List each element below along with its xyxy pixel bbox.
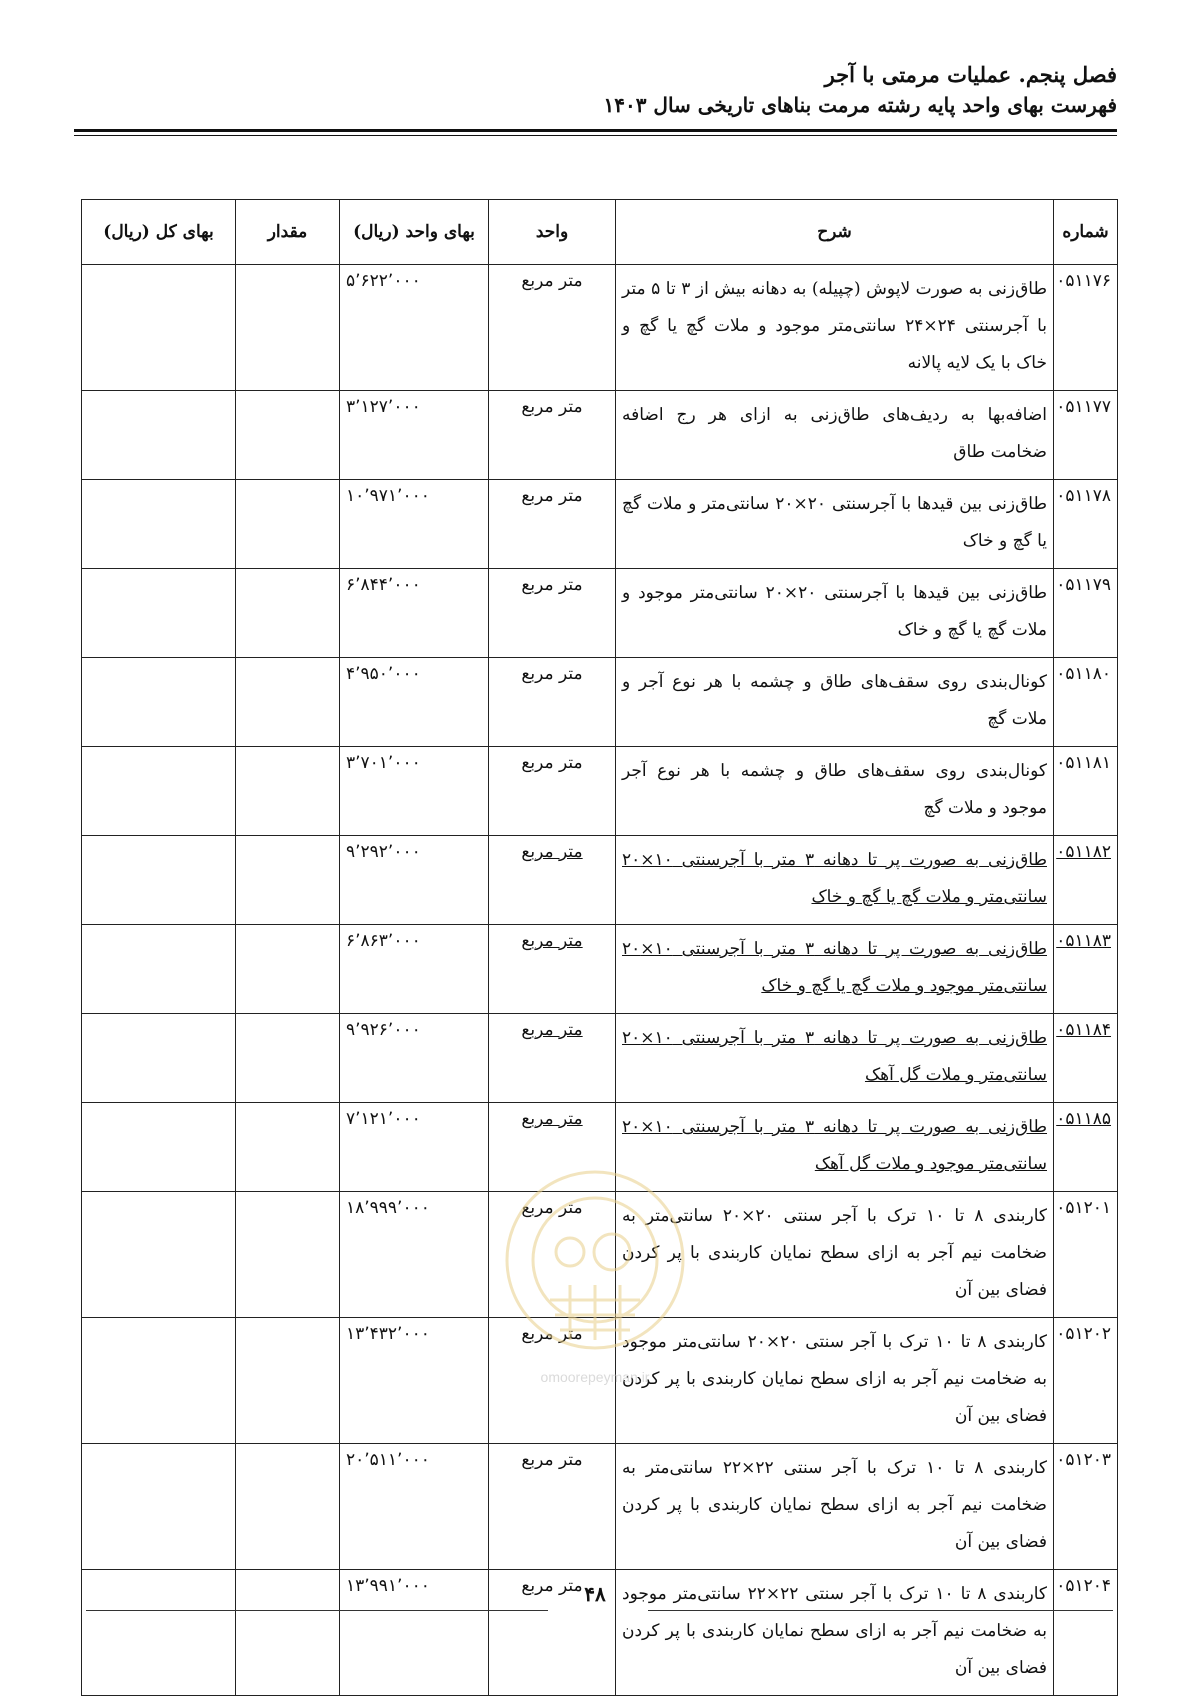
row-total-price — [82, 1103, 236, 1192]
row-quantity — [236, 480, 340, 569]
row-unit-price: ۶٬۸۴۴٬۰۰۰ — [340, 569, 489, 658]
table-row — [82, 747, 1118, 836]
row-quantity — [236, 836, 340, 925]
row-unit: متر مربع — [489, 1192, 616, 1318]
row-description: طاق‌زنی به صورت لاپوش (چپیله) به دهانه بیش از ۳ تا ۵ متر با آجرسنتی ۲۴×۲۴ سانتی‌متر موجود و ملات گچ یا گچ و خاک با یک لایه پالانه — [616, 265, 1054, 391]
header-total-price: بهای کل (ریال) — [82, 200, 236, 265]
row-unit-price: ۱۳٬۴۳۲٬۰۰۰ — [340, 1318, 489, 1444]
row-unit-price: ۹٬۲۹۲٬۰۰۰ — [340, 836, 489, 925]
row-description: کونال‌بندی روی سقف‌های طاق و چشمه با هر نوع آجر و ملات گچ — [616, 658, 1054, 747]
row-code: ۰۵۱۱۷۹ — [1054, 569, 1118, 658]
row-quantity — [236, 658, 340, 747]
header-description: شرح — [616, 200, 1054, 265]
row-code: ۰۵۱۲۰۱ — [1054, 1192, 1118, 1318]
row-total-price — [82, 1318, 236, 1444]
header-unit-price: بهای واحد (ریال) — [340, 200, 489, 265]
row-unit: متر مربع — [489, 1014, 616, 1103]
row-quantity — [236, 1014, 340, 1103]
row-unit: متر مربع — [489, 836, 616, 925]
page-number: ۴۸ — [584, 1582, 606, 1606]
row-description: کاربندی ۸ تا ۱۰ ترک با آجر سنتی ۲۰×۲۰ سانتی‌متر به ضخامت نیم آجر به ازای سطح نمایان کاربندی با پر کردن فضای بین آن — [616, 1192, 1054, 1318]
row-unit: متر مربع — [489, 265, 616, 391]
table-row — [82, 391, 1118, 480]
row-quantity — [236, 569, 340, 658]
row-unit-price: ۳٬۱۲۷٬۰۰۰ — [340, 391, 489, 480]
row-total-price — [82, 1570, 236, 1696]
row-unit-price: ۳٬۷۰۱٬۰۰۰ — [340, 747, 489, 836]
row-unit-price: ۵٬۶۲۲٬۰۰۰ — [340, 265, 489, 391]
table-row — [82, 836, 1118, 925]
row-description: طاق‌زنی به صورت پر تا دهانه ۳ متر با آجرسنتی ۱۰×۲۰ سانتی‌متر موجود و ملات گل آهک — [616, 1103, 1054, 1192]
header-code: شماره — [1054, 200, 1118, 265]
row-description: طاق‌زنی به صورت پر تا دهانه ۳ متر با آجرسنتی ۱۰×۲۰ سانتی‌متر موجود و ملات گچ یا گچ و خاک — [616, 925, 1054, 1014]
row-code: ۰۵۱۱۸۱ — [1054, 747, 1118, 836]
row-code: ۰۵۱۱۸۵ — [1054, 1103, 1118, 1192]
row-unit-price: ۲۰٬۵۱۱٬۰۰۰ — [340, 1444, 489, 1570]
row-unit-price: ۱۳٬۹۹۱٬۰۰۰ — [340, 1570, 489, 1696]
row-unit: متر مربع — [489, 1103, 616, 1192]
row-description: اضافه‌بها به ردیف‌های طاق‌زنی به ازای هر رج اضافه ضخامت طاق — [616, 391, 1054, 480]
row-total-price — [82, 747, 236, 836]
row-description: طاق‌زنی به صورت پر تا دهانه ۳ متر با آجرسنتی ۱۰×۲۰ سانتی‌متر و ملات گچ یا گچ و خاک — [616, 836, 1054, 925]
table-header-row — [82, 200, 1118, 265]
row-unit: متر مربع — [489, 480, 616, 569]
row-unit: متر مربع — [489, 1444, 616, 1570]
table-row — [82, 1014, 1118, 1103]
row-quantity — [236, 1570, 340, 1696]
header-rule-thick — [74, 129, 1117, 132]
row-code: ۰۵۱۱۸۰ — [1054, 658, 1118, 747]
row-unit-price: ۷٬۱۲۱٬۰۰۰ — [340, 1103, 489, 1192]
row-code: ۰۵۱۲۰۲ — [1054, 1318, 1118, 1444]
row-description: طاق‌زنی به صورت پر تا دهانه ۳ متر با آجرسنتی ۱۰×۲۰ سانتی‌متر و ملات گل آهک — [616, 1014, 1054, 1103]
table-row — [82, 925, 1118, 1014]
row-description: طاق‌زنی بین قیدها با آجرسنتی ۲۰×۲۰ سانتی‌متر موجود و ملات گچ یا گچ و خاک — [616, 569, 1054, 658]
row-code: ۰۵۱۱۸۳ — [1054, 925, 1118, 1014]
row-unit: متر مربع — [489, 747, 616, 836]
row-quantity — [236, 1192, 340, 1318]
row-unit: متر مربع — [489, 658, 616, 747]
watermark-url: omoorepeyman.ir — [540, 1369, 650, 1385]
row-unit: متر مربع — [489, 391, 616, 480]
row-unit: متر مربع — [489, 1318, 616, 1444]
table-row — [82, 1444, 1118, 1570]
table-row — [82, 658, 1118, 747]
row-code: ۰۵۱۱۸۴ — [1054, 1014, 1118, 1103]
table-row — [82, 480, 1118, 569]
row-code: ۰۵۱۱۷۶ — [1054, 265, 1118, 391]
row-total-price — [82, 1014, 236, 1103]
row-description: کونال‌بندی روی سقف‌های طاق و چشمه با هر نوع آجر موجود و ملات گچ — [616, 747, 1054, 836]
row-unit-price: ۹٬۹۲۶٬۰۰۰ — [340, 1014, 489, 1103]
row-total-price — [82, 391, 236, 480]
row-total-price — [82, 836, 236, 925]
row-unit-price: ۱۸٬۹۹۹٬۰۰۰ — [340, 1192, 489, 1318]
table-row — [82, 265, 1118, 391]
row-code: ۰۵۱۲۰۴ — [1054, 1570, 1118, 1696]
row-total-price — [82, 480, 236, 569]
row-description: کاربندی ۸ تا ۱۰ ترک با آجر سنتی ۲۲×۲۲ سانتی‌متر موجود به ضخامت نیم آجر به ازای سطح نمایان کاربندی با پر کردن فضای بین آن — [616, 1570, 1054, 1696]
row-description: کاربندی ۸ تا ۱۰ ترک با آجر سنتی ۲۲×۲۲ سانتی‌متر به ضخامت نیم آجر به ازای سطح نمایان کاربندی با پر کردن فضای بین آن — [616, 1444, 1054, 1570]
row-total-price — [82, 1192, 236, 1318]
row-quantity — [236, 1103, 340, 1192]
header-unit: واحد — [489, 200, 616, 265]
row-total-price — [82, 265, 236, 391]
row-code: ۰۵۱۱۷۷ — [1054, 391, 1118, 480]
row-unit: متر مربع — [489, 1570, 616, 1696]
watermark-seal — [500, 1160, 690, 1390]
row-code: ۰۵۱۱۸۲ — [1054, 836, 1118, 925]
row-unit: متر مربع — [489, 569, 616, 658]
row-unit-price: ۶٬۸۶۳٬۰۰۰ — [340, 925, 489, 1014]
page-header — [67, 60, 1117, 120]
footer-rule-left — [86, 1610, 548, 1611]
row-quantity — [236, 391, 340, 480]
row-unit-price: ۴٬۹۵۰٬۰۰۰ — [340, 658, 489, 747]
document-subtitle: فهرست بهای واحد پایه رشته مرمت بناهای تاریخی سال ۱۴۰۳ — [603, 93, 1117, 117]
table-row — [82, 569, 1118, 658]
footer-rule-right — [648, 1610, 1113, 1611]
row-quantity — [236, 925, 340, 1014]
header-quantity: مقدار — [236, 200, 340, 265]
chapter-title: فصل پنجم. عملیات مرمتی با آجر — [824, 62, 1117, 87]
row-quantity — [236, 1318, 340, 1444]
row-description: طاق‌زنی بین قیدها با آجرسنتی ۲۰×۲۰ سانتی‌متر و ملات گچ یا گچ و خاک — [616, 480, 1054, 569]
price-list-table — [81, 199, 1118, 1696]
row-description: کاربندی ۸ تا ۱۰ ترک با آجر سنتی ۲۰×۲۰ سانتی‌متر موجود به ضخامت نیم آجر به ازای سطح نمایان کاربندی با پر کردن فضای بین آن — [616, 1318, 1054, 1444]
row-unit: متر مربع — [489, 925, 616, 1014]
row-code: ۰۵۱۱۷۸ — [1054, 480, 1118, 569]
row-total-price — [82, 569, 236, 658]
row-quantity — [236, 747, 340, 836]
row-total-price — [82, 925, 236, 1014]
row-unit-price: ۱۰٬۹۷۱٬۰۰۰ — [340, 480, 489, 569]
header-rule-thin — [74, 135, 1117, 136]
row-quantity — [236, 1444, 340, 1570]
row-quantity — [236, 265, 340, 391]
row-total-price — [82, 1444, 236, 1570]
row-total-price — [82, 658, 236, 747]
row-code: ۰۵۱۲۰۳ — [1054, 1444, 1118, 1570]
